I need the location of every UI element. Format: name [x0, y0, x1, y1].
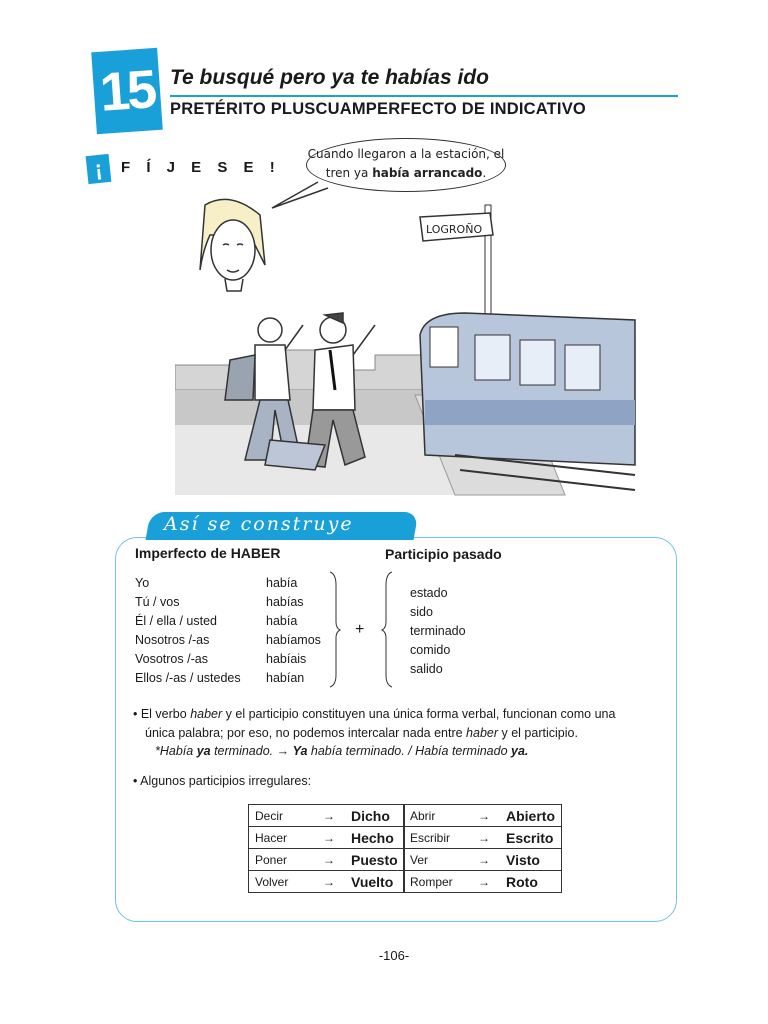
participle: Dicho	[345, 805, 404, 827]
text: • El verbo	[133, 707, 191, 721]
page-number: -106-	[378, 948, 410, 963]
verb: Ver	[404, 849, 469, 871]
speech-bubble-text	[306, 145, 506, 183]
unit-title: Te busqué pero ya te habías ido	[170, 66, 489, 89]
haber-form: había	[266, 614, 298, 628]
fijese-label: F Í J E S E !	[121, 159, 281, 176]
haber-form: habían	[266, 671, 305, 685]
pronoun-column	[135, 574, 241, 688]
pronoun: Ellos /-as / ustedes	[135, 671, 241, 685]
arrow: →	[468, 871, 500, 893]
participle: estado	[410, 586, 448, 600]
text: terminado. →	[210, 744, 293, 758]
participle: terminado	[410, 624, 466, 638]
participle: Puesto	[345, 849, 404, 871]
arrow: →	[313, 805, 345, 827]
participle: comido	[410, 643, 451, 657]
haber-form: habías	[266, 595, 304, 609]
plus-sign: +	[355, 621, 365, 638]
arrow: →	[468, 805, 500, 827]
table-row	[249, 871, 405, 893]
irregular-table-left	[248, 804, 405, 893]
text: y el participio constituyen una única forma verbal, funcionan como una	[222, 707, 616, 721]
example-sentence	[155, 744, 528, 758]
pronoun: Él / ella / usted	[135, 614, 217, 628]
imperfecto-header: Imperfecto de HABER	[135, 545, 281, 561]
woman-face-icon	[200, 199, 265, 291]
participle: Abierto	[500, 805, 562, 827]
participle: Visto	[500, 849, 562, 871]
bubble-line-2	[306, 164, 506, 183]
bubble-line-2-bold: había arrancado	[372, 166, 483, 180]
text-italic: haber	[466, 726, 499, 740]
table-row	[404, 827, 562, 849]
haber-form: habíamos	[266, 633, 321, 647]
verb: Hacer	[249, 827, 314, 849]
arrow: →	[468, 827, 500, 849]
text: única palabra; por eso, no podemos intercalar nada entre	[145, 726, 467, 740]
arrow: →	[313, 827, 345, 849]
arrow: →	[313, 849, 345, 871]
pronoun: Vosotros /-as	[135, 652, 208, 666]
text-bold: ya.	[511, 744, 529, 758]
participle: Vuelto	[345, 871, 404, 893]
unit-number: 15	[97, 59, 157, 123]
text: *Había	[155, 744, 197, 758]
haber-column	[266, 574, 321, 688]
arrow: →	[468, 849, 500, 871]
participio-header: Participio pasado	[385, 546, 502, 562]
station-sign-text: LOGROÑO	[426, 223, 483, 236]
text-bold: ya	[196, 744, 211, 758]
text: y el participio.	[498, 726, 578, 740]
pronoun: Tú / vos	[135, 595, 180, 609]
irregular-table-right	[403, 804, 562, 893]
pronoun: Nosotros /-as	[135, 633, 210, 647]
text-bold: Ya	[292, 744, 308, 758]
participle-column	[410, 584, 466, 679]
note-2: • Algunos participios irregulares:	[133, 774, 312, 788]
text: había terminado. / Había terminado	[307, 744, 512, 758]
haber-form: había	[266, 576, 298, 590]
note-1-line-1	[133, 705, 615, 724]
table-row	[249, 849, 405, 871]
participle: Roto	[500, 871, 562, 893]
arrow: →	[313, 871, 345, 893]
section-tab-label: Así se construye	[164, 513, 354, 535]
table-row	[404, 805, 562, 827]
verb: Volver	[249, 871, 314, 893]
unit-subtitle: PRETÉRITO PLUSCUAMPERFECTO DE INDICATIVO	[170, 100, 586, 118]
verb: Poner	[249, 849, 314, 871]
bubble-line-2-post: .	[482, 166, 487, 180]
table-row	[249, 805, 405, 827]
train-station-illustration	[175, 195, 645, 505]
participle: sido	[410, 605, 433, 619]
verb: Abrir	[404, 805, 469, 827]
note-1-line-2	[145, 724, 578, 743]
table-row	[404, 871, 562, 893]
bubble-line-2-pre: tren ya	[325, 166, 373, 180]
participle: Hecho	[345, 827, 404, 849]
verb: Decir	[249, 805, 314, 827]
fijese-mark: ¡	[86, 154, 112, 184]
participle: salido	[410, 662, 443, 676]
pronoun: Yo	[135, 576, 150, 590]
title-underline	[170, 95, 678, 97]
text-italic: haber	[190, 707, 223, 721]
table-row	[404, 849, 562, 871]
verb: Escribir	[404, 827, 469, 849]
participle: Escrito	[500, 827, 562, 849]
table-row	[249, 827, 405, 849]
verb: Romper	[404, 871, 469, 893]
bubble-line-1: Cuando llegaron a la estación, el	[307, 147, 505, 161]
haber-form: habíais	[266, 652, 307, 666]
